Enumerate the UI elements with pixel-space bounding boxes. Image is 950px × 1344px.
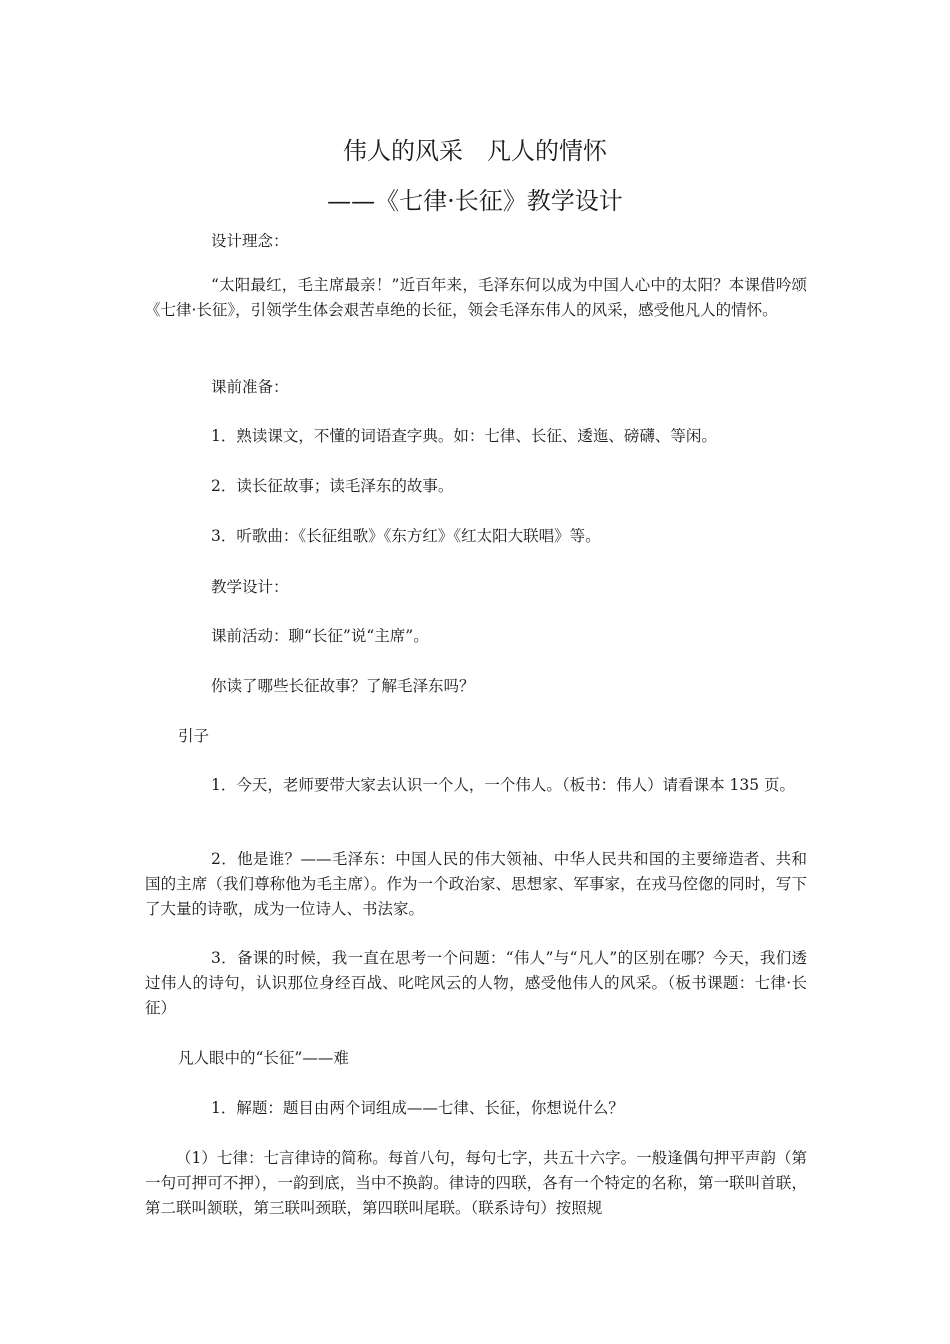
list-item-preparation-3: 3．听歌曲：《长征组歌》《东方红》《红太阳大联唱》等。 bbox=[211, 527, 601, 545]
section-label-design-concept: 设计理念： bbox=[211, 232, 289, 250]
list-item-preparation-1: 1．熟读课文，不懂的词语查字典。如：七律、长征、逶迤、磅礴、等闲。 bbox=[211, 427, 717, 445]
paragraph-qilv-definition: （1）七律：七言律诗的简称。每首八句，每句七字，共五十六字。一般逢偶句押平声韵（第一句可押可不押），一韵到底，当中不换韵。律诗的四联，各有一个特定的名称，第一联叫首联，第二联叫颔联，第三联叫颈联，第四联叫尾联。（联系诗句）按照规 bbox=[145, 1149, 807, 1217]
list-item-preparation-2: 2．读长征故事；读毛泽东的故事。 bbox=[211, 477, 454, 495]
paragraph-intro-3: 3．备课的时候，我一直在思考一个问题：“伟人”与“凡人”的区别在哪？今天，我们透过伟人的诗句，认识那位身经百战、叱咤风云的人物，感受他伟人的风采。（板书课题：七律·长征） bbox=[145, 949, 807, 1017]
section-label-preparation: 课前准备： bbox=[211, 378, 289, 396]
paragraph-intro-1: 1．今天，老师要带大家去认识一个人，一个伟人。（板书：伟人）请看课本 135 页。 bbox=[211, 776, 796, 794]
paragraph-pre-class-activity: 课前活动：聊“长征”说“主席”。 bbox=[211, 627, 429, 645]
section-label-teaching-design: 教学设计： bbox=[211, 578, 289, 596]
heading-ordinary-view: 凡人眼中的“长征”——难 bbox=[178, 1049, 349, 1067]
paragraph-design-concept: “太阳最红，毛主席最亲！”近百年来，毛泽东何以成为中国人心中的太阳？本课借吟颂《七律·长征》，引领学生体会艰苦卓绝的长征，领会毛泽东伟人的风采，感受他凡人的情怀。 bbox=[145, 276, 807, 319]
paragraph-title-explanation: 1．解题：题目由两个词组成——七律、长征，你想说什么？ bbox=[211, 1099, 624, 1117]
heading-introduction: 引子 bbox=[178, 727, 210, 745]
paragraph-intro-2: 2．他是谁？——毛泽东：中国人民的伟大领袖、中华人民共和国的主要缔造者、共和国的主席（我们尊称他为毛主席）。作为一个政治家、思想家、军事家，在戎马倥偬的同时，写下了大量的诗歌，成为一位诗人、书法家。 bbox=[145, 850, 807, 918]
paragraph-question: 你读了哪些长征故事？了解毛泽东吗？ bbox=[211, 677, 475, 695]
document-title: 伟人的风采 凡人的情怀 bbox=[343, 137, 607, 165]
document-subtitle: ——《七律·长征》教学设计 bbox=[327, 187, 623, 215]
